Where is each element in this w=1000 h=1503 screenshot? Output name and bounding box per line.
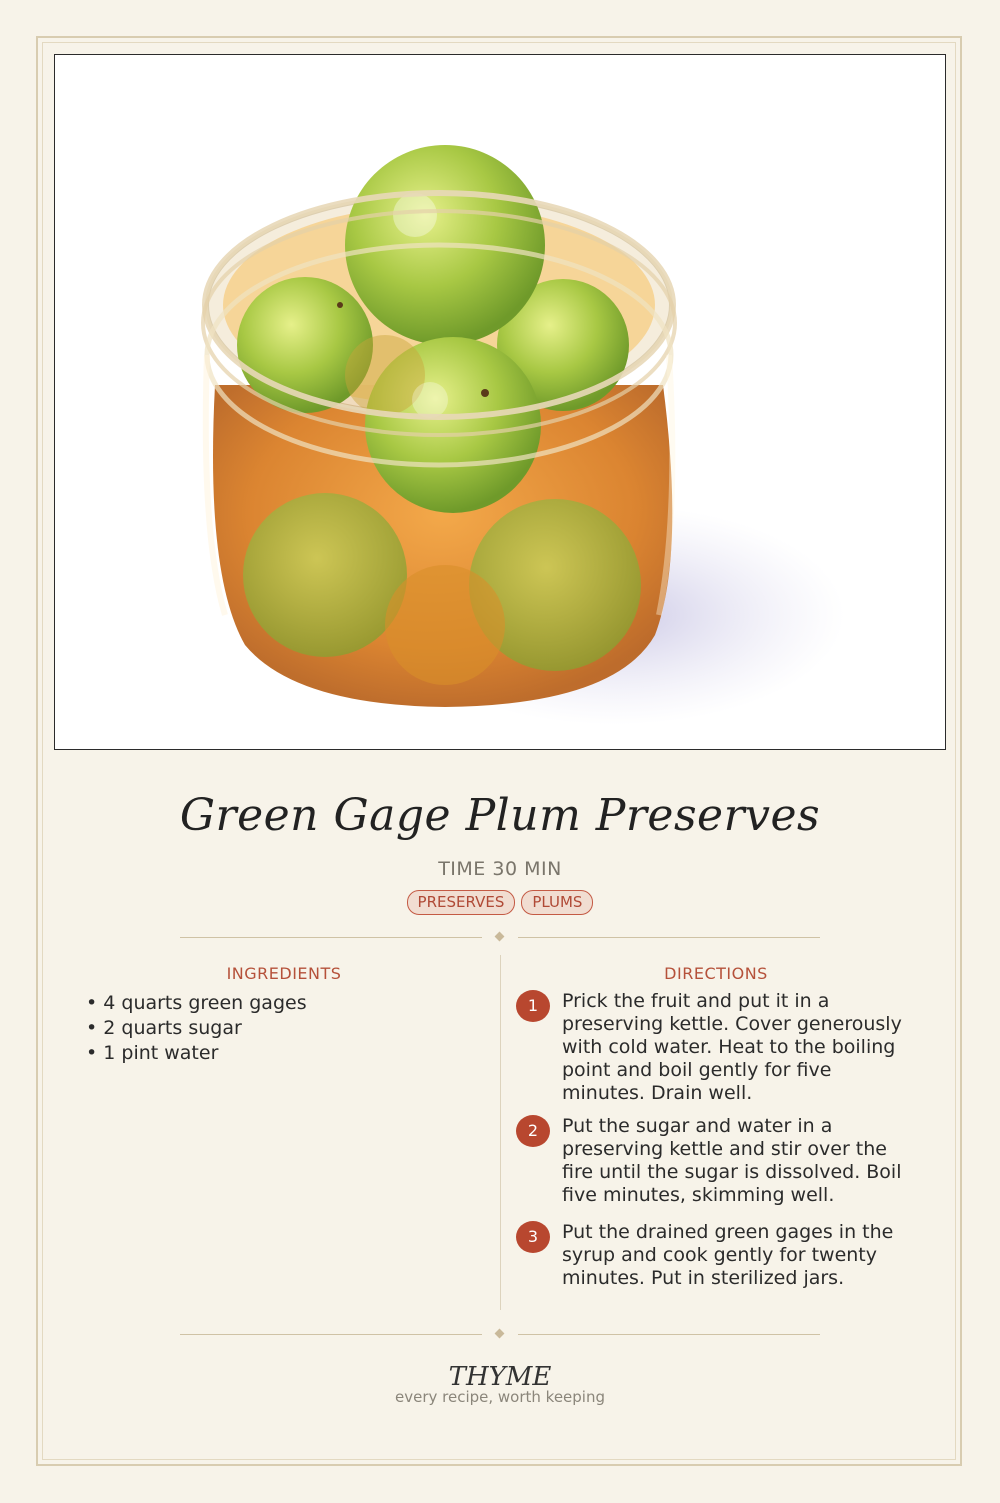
column-divider [500,955,501,1310]
tag-preserves[interactable]: PRESERVES [407,890,516,915]
step-text: Put the sugar and water in a preserving kettle and stir over the fire until the sugar is dissolved. Boil five minutes, skimming well. [562,1115,902,1206]
tag-plums[interactable]: PLUMS [521,890,593,915]
step-number: 1 [516,990,550,1022]
cook-time: TIME 30 MIN [438,858,562,880]
step-text: Prick the fruit and put it in a preserving kettle. Cover generously with cold water. Heat to the boiling point and boil gently for five minutes. Drain well. [562,990,902,1104]
step-number: 3 [516,1221,550,1253]
ingredient-item: • 1 pint water [86,1041,486,1066]
tag-list [0,890,1000,915]
step-number: 2 [516,1115,550,1147]
directions-heading: DIRECTIONS [664,964,768,983]
brand-name: THYME [448,1362,552,1392]
recipe-illustration [54,54,946,750]
divider-bottom [180,1329,820,1341]
recipe-title: Green Gage Plum Preserves [179,790,821,841]
step-text: Put the drained green gages in the syrup and cook gently for twenty minutes. Put in sterilized jars. [562,1221,894,1289]
ingredients-list [86,991,486,1066]
divider-top [180,932,820,944]
ingredients-heading: INGREDIENTS [226,964,342,983]
ingredient-item: • 2 quarts sugar [86,1016,486,1041]
ingredient-item: • 4 quarts green gages [86,991,486,1016]
brand-tagline: every recipe, worth keeping [394,1388,605,1406]
diamond-ornament-icon [495,932,505,942]
diamond-ornament-icon [495,1329,505,1339]
